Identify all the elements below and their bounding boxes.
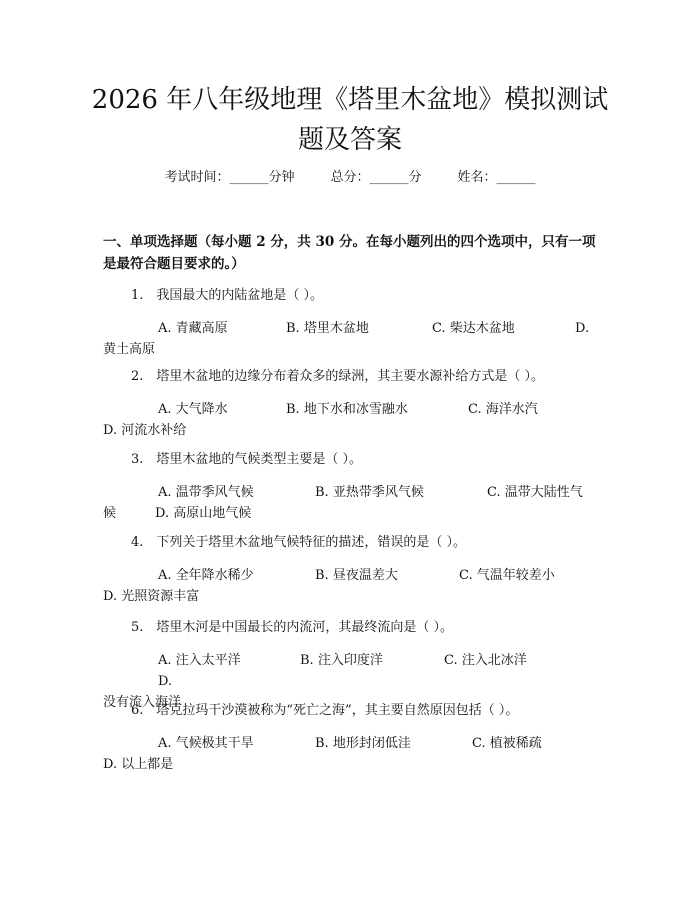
- question-options: [103, 318, 600, 339]
- question-stem: 3. 塔里木盆地的气候类型主要是（ ）。: [131, 452, 363, 467]
- question-options: [103, 733, 600, 754]
- question-stem: 5. 塔里木河是中国最长的内流河，其最终流向是（ ）。: [131, 620, 454, 635]
- question-2: [103, 366, 600, 441]
- option-b: B. 注入印度洋: [300, 653, 383, 668]
- exam-time: 考试时间：______分钟: [164, 170, 295, 185]
- question-stem: 4. 下列关于塔里木盆地气候特征的描述，错误的是（ ）。: [131, 535, 467, 550]
- option-b: B. 地形封闭低洼: [315, 736, 411, 751]
- option-d-text: 黄土高原: [103, 342, 156, 357]
- option-b: B. 地下水和冰雪融水: [286, 402, 408, 417]
- option-c: C. 海洋水汽: [468, 402, 538, 417]
- question-stem: 2. 塔里木盆地的边缘分布着众多的绿洲，其主要水源补给方式是（ ）。: [131, 369, 545, 384]
- question-5: [103, 617, 600, 713]
- option-a: A. 注入太平洋: [158, 653, 241, 668]
- option-c: C. 温带大陆性气: [487, 485, 583, 500]
- question-stem: 1. 我国最大的内陆盆地是（ ）。: [131, 288, 324, 303]
- option-a: A. 温带季风气候: [158, 485, 254, 500]
- option-a: A. 大气降水: [158, 402, 228, 417]
- exam-total-score: 总分：______分: [330, 170, 422, 185]
- question-4: [103, 532, 600, 607]
- option-c: C. 植被稀疏: [472, 736, 542, 751]
- option-d-text: D. 河流水补给: [103, 423, 187, 438]
- option-d-text: 没有流入海洋: [103, 695, 182, 710]
- question-options: [103, 650, 600, 692]
- question-6: [103, 700, 600, 775]
- section-heading-line-2: 是最符合题目要求的。）: [103, 256, 245, 272]
- title-line-1: 2026 年八年级地理《塔里木盆地》模拟测试: [91, 85, 609, 115]
- document-title: [90, 80, 610, 160]
- option-a: A. 青藏高原: [158, 321, 228, 336]
- option-b: B. 塔里木盆地: [286, 321, 369, 336]
- option-a: A. 气候极其干旱: [158, 736, 254, 751]
- exam-meta: [0, 168, 700, 188]
- option-d-text: 候 D. 高原山地气候: [103, 506, 252, 521]
- exam-name-field: 姓名：______: [457, 170, 536, 185]
- question-3: [103, 449, 600, 524]
- question-options: [103, 565, 600, 586]
- option-c: C. 柴达木盆地: [432, 321, 515, 336]
- option-d-prefix: D.: [575, 321, 590, 336]
- option-b: B. 亚热带季风气候: [315, 485, 424, 500]
- question-options: [103, 399, 600, 420]
- option-a: A. 全年降水稀少: [158, 568, 254, 583]
- option-c: C. 气温年较差小: [459, 568, 555, 583]
- section-heading-line-1: 一、单项选择题（每小题 2 分，共 30 分。在每小题列出的四个选项中，只有一项: [103, 234, 596, 250]
- option-d-text: D. 以上都是: [103, 757, 174, 772]
- option-b: B. 昼夜温差大: [315, 568, 398, 583]
- option-d-text: D. 光照资源丰富: [103, 589, 200, 604]
- option-c: C. 注入北冰洋: [444, 653, 527, 668]
- question-1: [103, 285, 600, 360]
- option-d-prefix: D.: [158, 674, 173, 689]
- question-options: [103, 482, 600, 503]
- title-line-2: 题及答案: [297, 125, 402, 155]
- question-stem: 6. 塔克拉玛干沙漠被称为“死亡之海”，其主要自然原因包括（ ）。: [131, 703, 519, 718]
- section-heading: [103, 231, 600, 275]
